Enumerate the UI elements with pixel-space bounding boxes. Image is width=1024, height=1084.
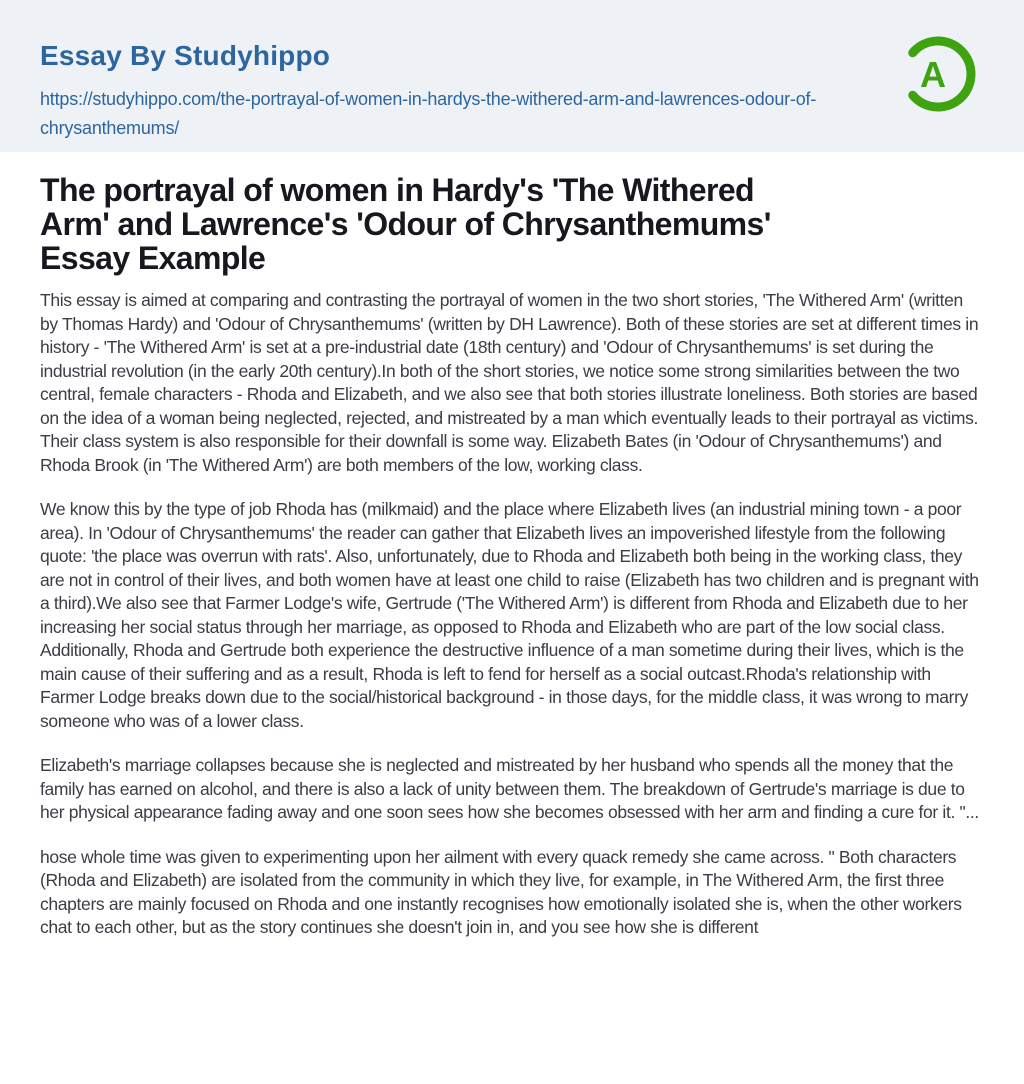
logo-letter: A — [920, 54, 946, 95]
essay-title — [40, 173, 984, 275]
essay-title-line-1: The portrayal of women in Hardy's 'The Withered — [40, 172, 754, 208]
page-header — [0, 0, 1024, 152]
essay-paragraph-1: This essay is aimed at comparing and contrasting the portrayal of women in the two short stories, 'The Withered Arm' (written by Thomas Hardy) and 'Odour of Chrysanthemums' (written by DH Lawrence). Both of these stories are set at different times in history - 'The Withered Arm' is set at a pre-industrial date (18th century) and 'Odour of Chrysanthemums' is set during the industrial revolution (in the early 20th century).In both of the short stories, we notice some strong similarities between the two central, female characters - Rhoda and Elizabeth, and we also see that both stories illustrate loneliness. Both stories are based on the idea of a woman being neglected, rejected, and mistreated by a man which eventually leads to their portrayal as victims. Their class system is also responsible for their downfall is some way. Elizabeth Bates (in 'Odour of Chrysanthemums') and Rhoda Brook (in 'The Withered Arm') are both members of the low, working class. — [40, 290, 979, 475]
essay-content — [0, 152, 1024, 988]
site-title: Essay By Studyhippo — [40, 40, 331, 71]
source-url-link[interactable]: https://studyhippo.com/the-portrayal-of-women-in-hardys-the-withered-arm-and-lawrences-odour-of-chrysanthemums/ — [40, 88, 817, 138]
essay-title-line-3: Essay Example — [40, 240, 266, 276]
essay-title-line-2: Arm' and Lawrence's 'Odour of Chrysanthemums' — [40, 206, 771, 242]
studyhippo-logo — [898, 34, 978, 114]
essay-paragraph-2: We know this by the type of job Rhoda has (milkmaid) and the place where Elizabeth lives (an industrial mining town - a poor area). In 'Odour of Chrysanthemums' the reader can gather that Elizabeth lives an impoverished lifestyle from the following quote: 'the place was overrun with rats'. Also, unfortunately, due to Rhoda and Elizabeth both being in the working class, they are not in control of their lives, and both women have at least one child to raise (Elizabeth has two children and is pregnant with a third).We also see that Farmer Lodge's wife, Gertrude ('The Withered Arm') is different from Rhoda and Elizabeth due to her increasing her social status through her marriage, as opposed to Rhoda and Elizabeth who are part of the low social class. Additionally, Rhoda and Gertrude both experience the destructive influence of a man sometime during their lives, which is the main cause of their suffering and as a result, Rhoda is left to fend for herself as a social outcast.Rhoda's relationship with Farmer Lodge breaks down due to the social/historical background - in those days, for the middle class, it was wrong to marry someone who was of a lower class. — [40, 499, 979, 731]
essay-paragraph-3: Elizabeth's marriage collapses because she is neglected and mistreated by her husband who spends all the money that the family has earned on alcohol, and there is also a lack of unity between them. The breakdown of Gertrude's marriage is due to her physical appearance fading away and one soon sees how she becomes obsessed with her arm and finding a cure for it. "... — [40, 755, 979, 822]
logo-ring-icon — [898, 34, 978, 114]
essay-body — [40, 289, 984, 940]
essay-paragraph-4: hose whole time was given to experimenting upon her ailment with every quack remedy she came across. " Both characters (Rhoda and Elizabeth) are isolated from the community in which they live, for example, in The Withered Arm, the first three chapters are mainly focused on Rhoda and one instantly recognises how emotionally isolated she is, when the other workers chat to each other, but as the story continues she doesn't join in, and you see how she is different — [40, 846, 962, 937]
